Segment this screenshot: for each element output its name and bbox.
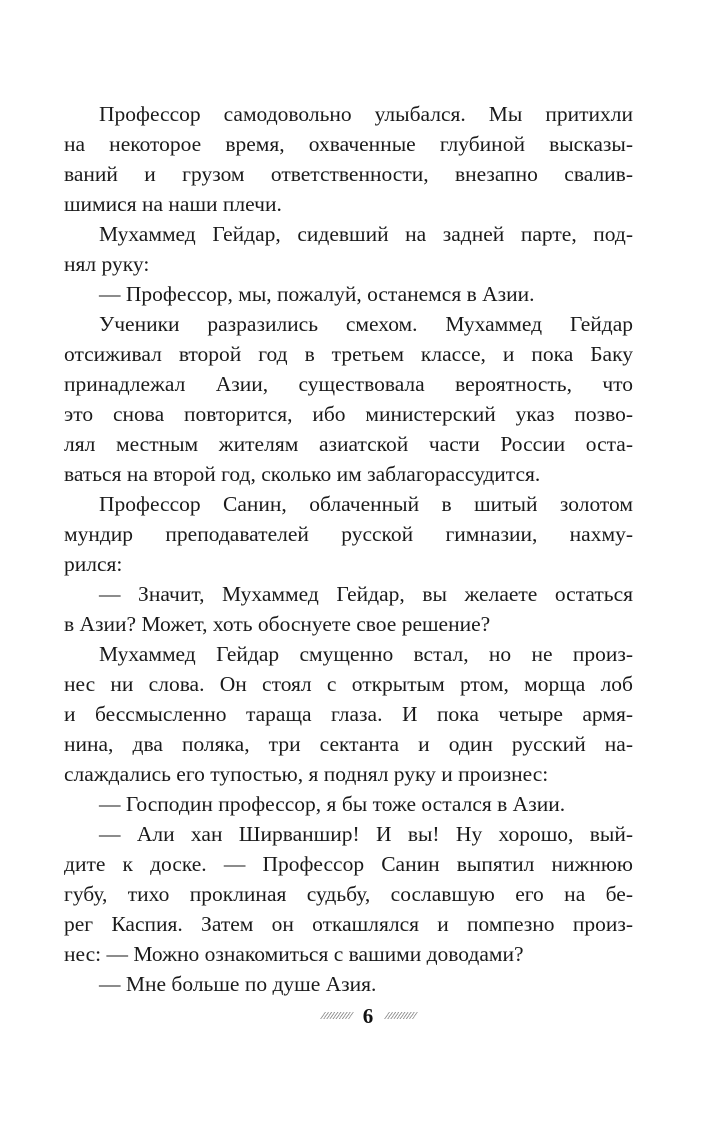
text-line: — Значит, Мухаммед Гейдар, вы желаете остаться — [99, 582, 633, 606]
text-line: мундир преподавателей русской гимназии, нахму- — [64, 522, 633, 546]
paragraph — [64, 279, 633, 309]
text-line: Профессор самодовольно улыбался. Мы притихли — [99, 102, 633, 126]
text-line: — Мне больше по душе Азия. — [99, 972, 377, 996]
text-line: — Профессор, мы, пожалуй, останемся в Азии. — [99, 282, 535, 306]
text-line: отсиживал второй год в третьем классе, и пока Баку — [64, 342, 633, 366]
text-line: лял местным жителям азиатской части России оста- — [64, 432, 633, 456]
paragraph — [64, 219, 633, 279]
text-line: губу, тихо проклиная судьбу, сославшую его на бе- — [64, 882, 633, 906]
text-line: — Али хан Ширваншир! И вы! Ну хорошо, вый- — [99, 822, 633, 846]
paragraph — [64, 639, 633, 789]
text-line: нина, два поляка, три сектанта и один русский на- — [64, 732, 633, 756]
text-line: шимися на наши плечи. — [64, 192, 282, 216]
paragraph — [64, 819, 633, 969]
hatch-ornament-right — [383, 1012, 417, 1019]
text-line: нес ни слова. Он стоял с открытым ртом, морща лоб — [64, 672, 633, 696]
text-line: Профессор Санин, облаченный в шитый золотом — [99, 492, 633, 516]
text-line: слаждались его тупостью, я поднял руку и произнес: — [64, 762, 549, 786]
page-footer — [322, 1001, 415, 1031]
text-line: принадлежал Азии, существовала вероятность, что — [64, 372, 633, 396]
text-line: Мухаммед Гейдар смущенно встал, но не произ- — [99, 642, 633, 666]
paragraph — [64, 789, 633, 819]
paragraph — [64, 579, 633, 639]
text-line: Ученики разразились смехом. Мухаммед Гейдар — [99, 312, 633, 336]
text-line: в Азии? Может, хоть обоснуете свое решение? — [64, 612, 491, 636]
text-line: рился: — [64, 552, 123, 576]
text-line: дите к доске. — Профессор Санин выпятил нижнюю — [64, 852, 633, 876]
text-line: — Господин профессор, я бы тоже остался в Азии. — [99, 792, 566, 816]
paragraph — [64, 99, 633, 219]
page-number: 6 — [362, 1004, 374, 1028]
text-line: и бессмысленно тараща глаза. И пока четыре армя- — [64, 702, 633, 726]
page-text-block — [64, 99, 633, 999]
paragraph — [64, 489, 633, 579]
text-line: Мухаммед Гейдар, сидевший на задней парте, под- — [99, 222, 633, 246]
text-line: нес: — Можно ознакомиться с вашими доводами? — [64, 942, 524, 966]
text-line: на некоторое время, охваченные глубиной высказы- — [64, 132, 633, 156]
text-line: это снова повторится, ибо министерский указ позво- — [64, 402, 633, 426]
paragraph — [64, 969, 633, 999]
paragraph — [64, 309, 633, 489]
text-line: рег Каспия. Затем он откашлялся и помпезно произ- — [64, 912, 633, 936]
text-line: ваться на второй год, сколько им заблагорассудится. — [64, 462, 541, 486]
text-line: ваний и грузом ответственности, внезапно свалив- — [64, 162, 633, 186]
hatch-ornament-left — [320, 1012, 354, 1019]
text-line: нял руку: — [64, 252, 150, 276]
